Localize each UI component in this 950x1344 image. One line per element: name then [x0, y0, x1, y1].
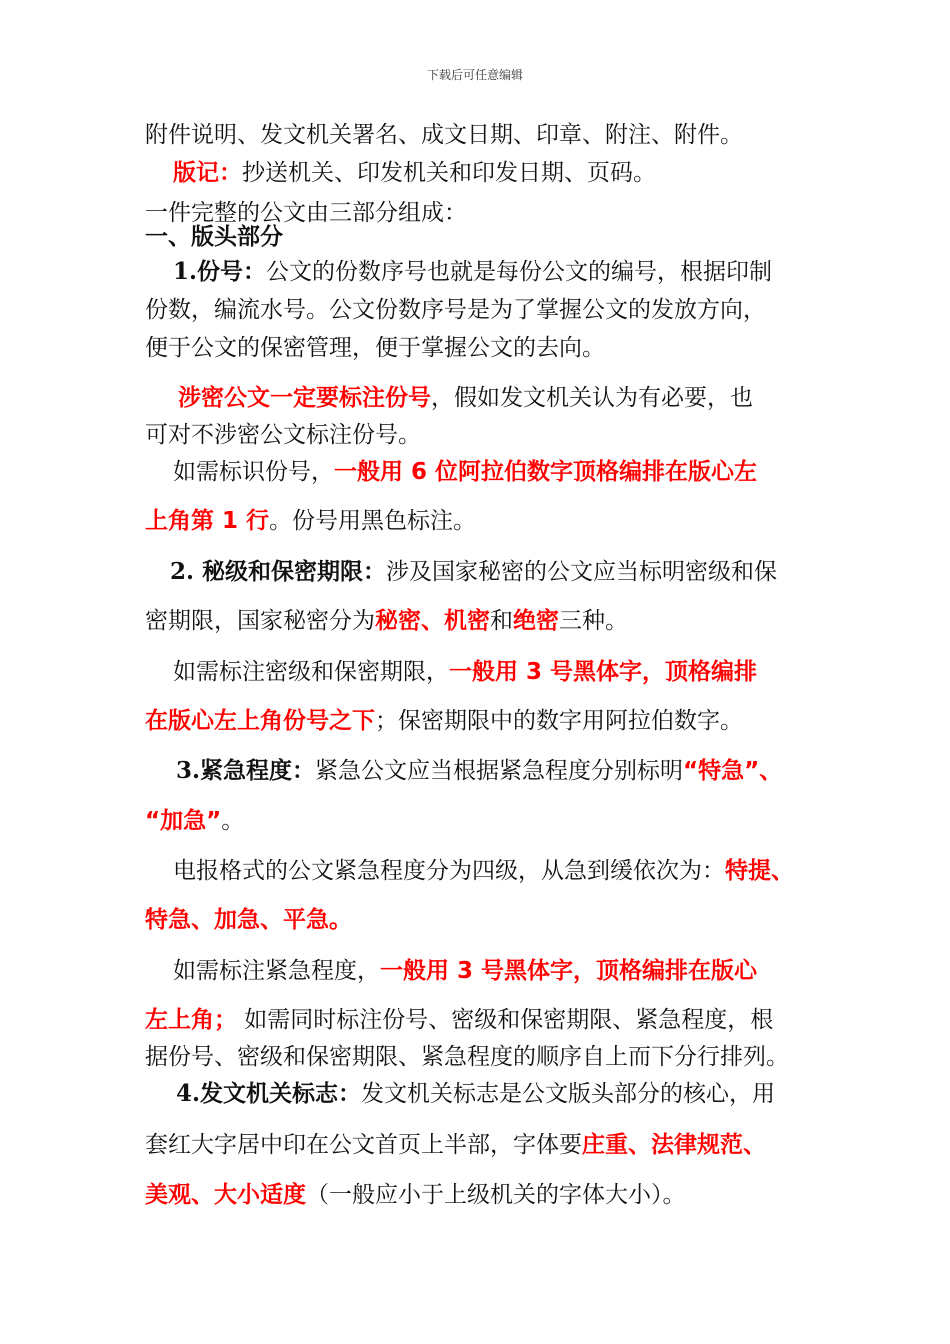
text: 公文的份数序号也就是每份公文的编号，根据印制	[266, 259, 773, 285]
red-text: 左上角；	[145, 1007, 237, 1033]
text: 套红大字居中印在公文首页上半部，字体要	[145, 1132, 582, 1158]
body-line	[145, 606, 628, 636]
red-text: 一般用 3 号黑体字，顶格编排	[449, 659, 758, 685]
text: 如需标注紧急程度，	[173, 958, 380, 984]
body-line	[145, 506, 476, 536]
body-line	[173, 657, 757, 687]
text: 份数，编流水号。公文份数序号是为了掌握公文的发放方向，	[145, 297, 766, 323]
text: ；保密期限中的数字用阿拉伯数字。	[375, 708, 743, 734]
text: 密期限，国家秘密分为	[145, 608, 375, 634]
body-line	[145, 1042, 789, 1072]
red-text: 一般用 6 位阿拉伯数字顶格编排在版心左	[334, 459, 758, 485]
body-line	[145, 806, 244, 836]
text: 可对不涉密公文标注份号。	[145, 422, 421, 448]
text: 如需标注密级和保密期限，	[173, 659, 449, 685]
body-line-banji	[173, 158, 656, 188]
text: 紧急公文应当根据紧急程度分别标明	[315, 758, 684, 784]
red-text: 特提、	[725, 858, 794, 884]
body-line	[173, 457, 757, 487]
body-line	[173, 856, 794, 886]
text: 涉及国家秘密的公文应当标明密级和保	[386, 559, 778, 585]
body-line	[145, 1180, 686, 1210]
text: 和	[490, 608, 513, 634]
red-text: 一般用 3 号黑体字，顶格编排在版心	[380, 958, 758, 984]
body-line-attachments	[145, 120, 743, 150]
heading-text: 一、版头部分	[145, 224, 283, 250]
text: 。份号用黑色标注。	[269, 508, 477, 534]
red-text: “加急”	[145, 808, 222, 834]
body-line-miji	[170, 557, 777, 587]
text: 发文机关标志是公文版头部分的核心，用	[361, 1081, 776, 1107]
body-line	[145, 706, 743, 736]
body-line	[145, 295, 766, 325]
bold-label: 1.份号：	[173, 258, 267, 285]
page-header: 下载后可任意编辑	[426, 68, 523, 82]
section-heading	[145, 222, 283, 252]
bold-label: 3.紧急程度：	[176, 757, 316, 784]
red-text: 特急、加急、平急。	[145, 907, 352, 933]
red-text: 上角第 1 行	[145, 508, 270, 534]
text: 电报格式的公文紧急程度分为四级，从急到缓依次为：	[173, 858, 725, 884]
red-text: 在版心左上角份号之下	[145, 708, 375, 734]
text: 三种。	[559, 608, 628, 634]
text: 抄送机关、印发机关和印发日期、页码。	[242, 160, 656, 186]
red-text: 绝密	[513, 608, 559, 634]
body-line	[145, 905, 352, 935]
bold-label: 4.发文机关标志：	[176, 1080, 362, 1107]
body-line	[145, 420, 421, 450]
red-text: 秘密、机密	[375, 608, 490, 634]
body-line	[145, 333, 605, 363]
text: ，假如发文机关认为有必要，也	[431, 385, 753, 411]
body-line-fenhao	[173, 257, 772, 287]
body-line-jinji	[176, 756, 782, 786]
body-line-fawen	[176, 1079, 775, 1109]
text: （一般应小于上级机关的字体大小）。	[306, 1182, 686, 1208]
body-line-secret	[178, 383, 753, 413]
red-text: “特急”、	[683, 758, 783, 784]
red-text: 庄重、法律规范、	[582, 1132, 766, 1158]
text: 一件完整的公文由三部分组成：	[145, 200, 467, 226]
text: 。	[221, 808, 245, 834]
text: 附件说明、发文机关署名、成文日期、印章、附注、附件。	[145, 122, 743, 148]
text: 如需标识份号，	[173, 459, 334, 485]
text: 便于公文的保密管理，便于掌握公文的去向。	[145, 335, 605, 361]
body-line	[145, 1005, 773, 1035]
red-text: 美观、大小适度	[145, 1182, 306, 1208]
text: 据份号、密级和保密期限、紧急程度的顺序自上而下分行排列。	[145, 1044, 789, 1070]
body-line	[173, 956, 757, 986]
red-text: 涉密公文一定要标注份号	[178, 385, 431, 411]
red-label: 版记：	[173, 160, 242, 186]
text: 如需同时标注份号、密级和保密期限、紧急程度，根	[237, 1007, 774, 1033]
body-line	[145, 1130, 766, 1160]
bold-label: 2. 秘级和保密期限：	[170, 558, 387, 585]
